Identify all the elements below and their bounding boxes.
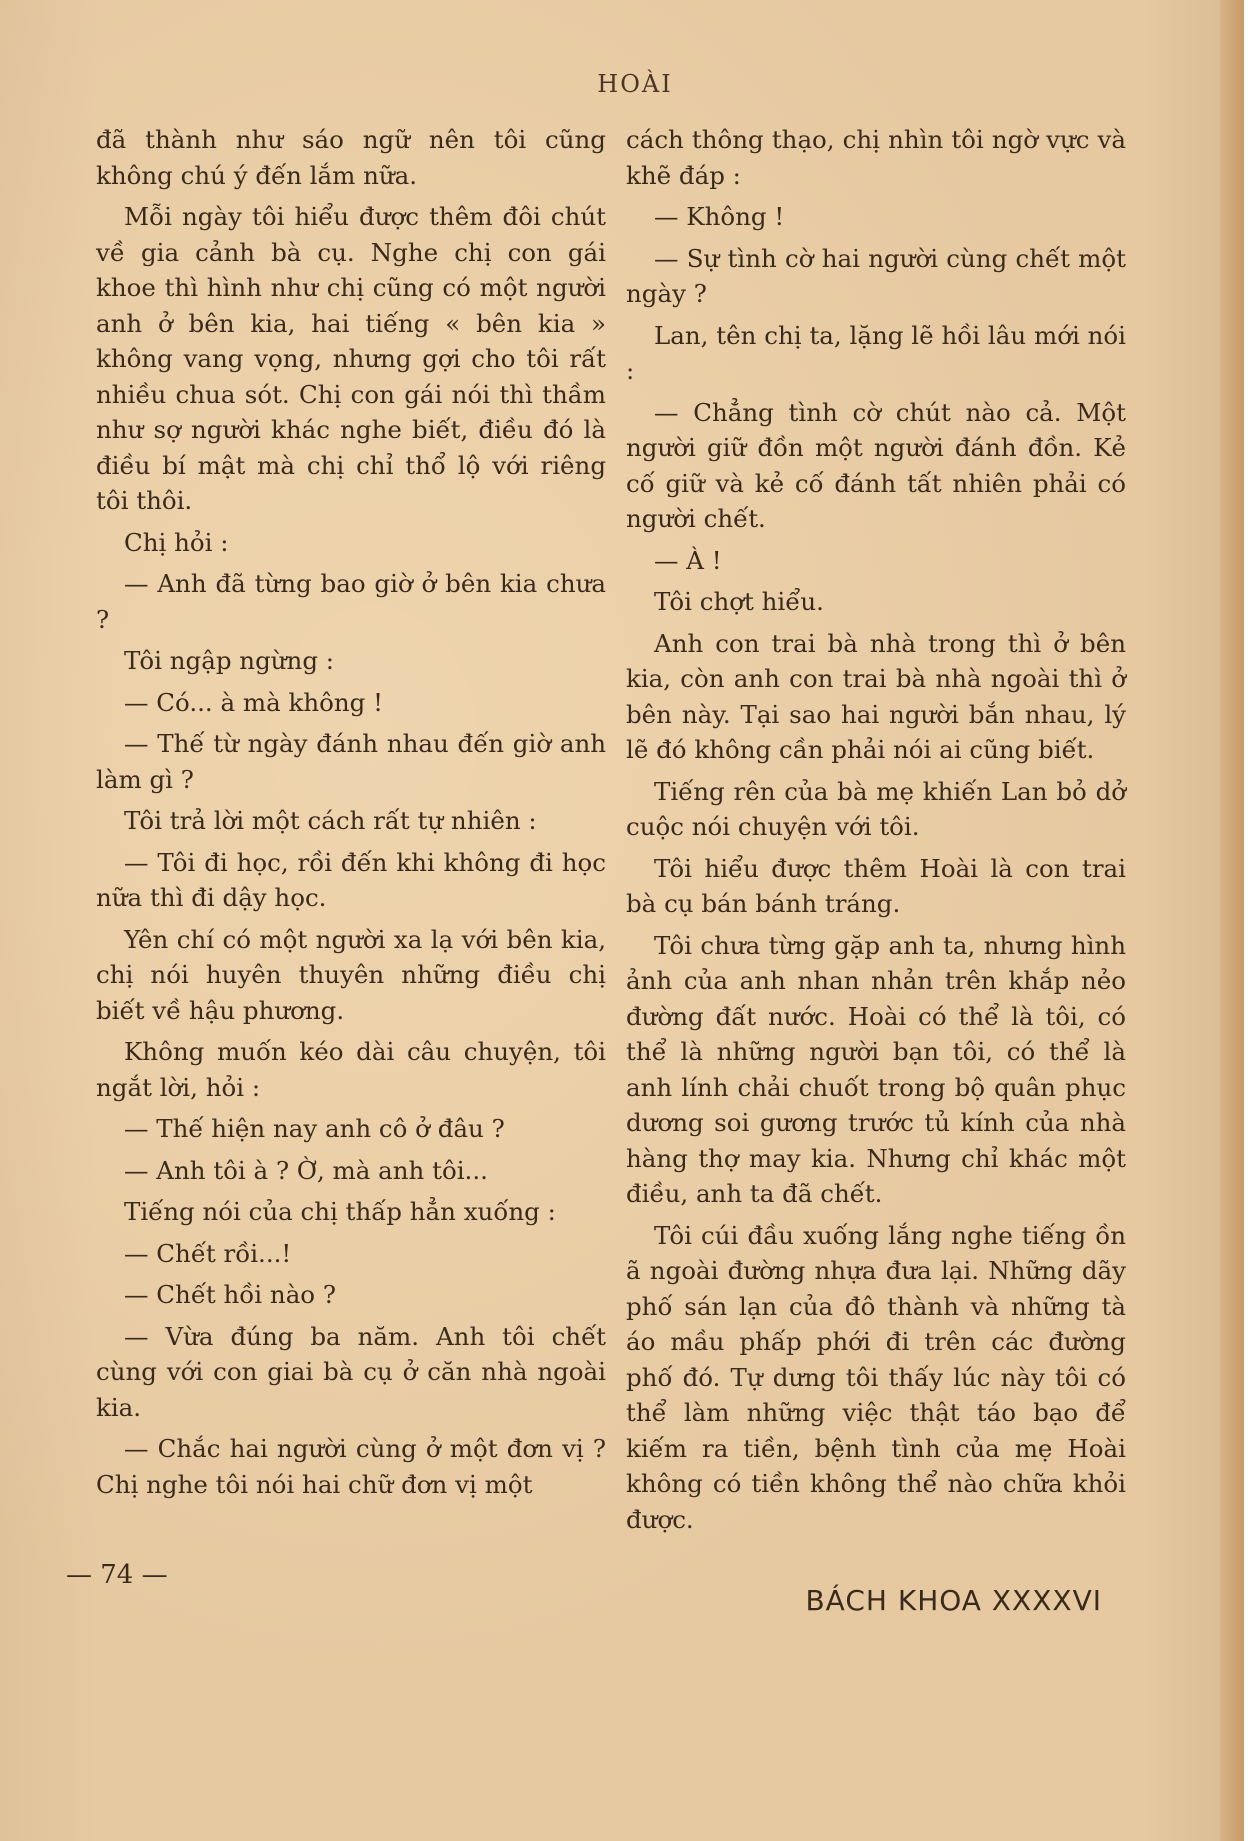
paragraph: Tôi hiểu được thêm Hoài là con trai bà cụ bán bánh tráng. bbox=[626, 853, 1126, 918]
paragraph: Tiếng rên của bà mẹ khiến Lan bỏ dở cuộc nói chuyện với tôi. bbox=[626, 776, 1126, 841]
paragraph: Tôi chưa từng gặp anh ta, nhưng hình ảnh của anh nhan nhản trên khắp nẻo đường đất nước. Hoài có thể là tôi, có thể là những người bạn tôi, có thể là anh lính chải chuốt trong bộ quân phục dương soi gương trước tủ kính của nhà hàng thợ may kia. Nhưng chỉ khác một điều, anh ta đã chết. bbox=[626, 930, 1126, 1208]
paragraph: Tôi trả lời một cách rất tự nhiên : bbox=[124, 806, 537, 835]
paragraph: Tôi cúi đầu xuống lắng nghe tiếng ồn ã ngoài đường nhựa đưa lại. Những dãy phố sán lạn của đô thành và những tà áo mầu phấp phới đi trên các đường phố đó. Tự dưng tôi thấy lúc này tôi có thể làm những việc thật táo bạo để kiếm ra tiền, bệnh tình của mẹ Hoài không có tiền không thể nào chữa khỏi được. bbox=[626, 1220, 1126, 1534]
paragraph: Tôi chợt hiểu. bbox=[654, 587, 824, 616]
paragraph: — Chết rồi...! bbox=[124, 1238, 292, 1268]
paragraph: — Tôi đi học, rồi đến khi không đi học nữa thì đi dậy học. bbox=[96, 847, 606, 912]
paragraph: — À ! bbox=[654, 545, 722, 575]
paragraph: — Sự tình cờ hai người cùng chết một ngày ? bbox=[626, 243, 1126, 308]
paragraph: — Thế từ ngày đánh nhau đến giờ anh làm gì ? bbox=[96, 729, 606, 794]
paragraph: Lan, tên chị ta, lặng lẽ hồi lâu mới nói : bbox=[626, 320, 1126, 385]
paragraph: — Chết hồi nào ? bbox=[124, 1280, 336, 1309]
paragraph: Không muốn kéo dài câu chuyện, tôi ngắt lời, hỏi : bbox=[96, 1037, 606, 1102]
magazine-footer: BÁCH KHOA XXXXVI bbox=[805, 1584, 1102, 1617]
paragraph: — Thế hiện nay anh cô ở đâu ? bbox=[124, 1114, 505, 1143]
paragraph: Tiếng nói của chị thấp hẳn xuống : bbox=[124, 1197, 556, 1226]
paragraph: Tôi ngập ngừng : bbox=[124, 646, 335, 675]
running-header: HOÀI bbox=[597, 70, 673, 98]
paragraph: — Chẳng tình cờ chút nào cả. Một người giữ đồn một người đánh đồn. Kẻ cố giữ và kẻ cố đánh tất nhiên phải có người chết. bbox=[626, 397, 1126, 533]
paragraph: — Chắc hai người cùng ở một đơn vị ? Chị nghe tôi nói hai chữ đơn vị một bbox=[96, 1434, 606, 1499]
paragraph: Chị hỏi : bbox=[124, 527, 229, 557]
paragraph: đã thành như sáo ngữ nên tôi cũng không chú ý đến lắm nữa. bbox=[96, 125, 606, 190]
paragraph: — Có... à mà không ! bbox=[124, 687, 383, 717]
paragraph: — Không ! bbox=[654, 202, 785, 231]
paragraph: Anh con trai bà nhà trong thì ở bên kia, còn anh con trai bà nhà ngoài thì ở bên này. Tại sao hai người bắn nhau, lý lẽ đó không cần phải nói ai cũng biết. bbox=[626, 628, 1126, 764]
paragraph: — Anh tôi à ? Ờ, mà anh tôi... bbox=[124, 1155, 488, 1185]
paragraph: — Anh đã từng bao giờ ở bên kia chưa ? bbox=[96, 569, 606, 634]
paragraph: cách thông thạo, chị nhìn tôi ngờ vực và khẽ đáp : bbox=[626, 125, 1126, 190]
paragraph: Yên chí có một người xa lạ với bên kia, chị nói huyên thuyên những điều chị biết về hậu phương. bbox=[96, 924, 606, 1025]
page-edge bbox=[1220, 0, 1244, 1841]
right-text-column bbox=[626, 122, 1126, 1543]
page-number: — 74 — bbox=[66, 1560, 168, 1590]
paragraph: — Vừa đúng ba năm. Anh tôi chết cùng với con giai bà cụ ở căn nhà ngoài kia. bbox=[96, 1321, 606, 1422]
paragraph: Mỗi ngày tôi hiểu được thêm đôi chút về gia cảnh bà cụ. Nghe chị con gái khoe thì hình như chị cũng có một người anh ở bên kia, hai tiếng « bên kia » không vang vọng, nhưng gợi cho tôi rất nhiều chua sót. Chị con gái nói thì thầm như sợ người khác nghe biết, điều đó là điều bí mật mà chị chỉ thổ lộ với riêng tôi thôi. bbox=[96, 202, 606, 515]
left-text-column bbox=[96, 122, 606, 1508]
